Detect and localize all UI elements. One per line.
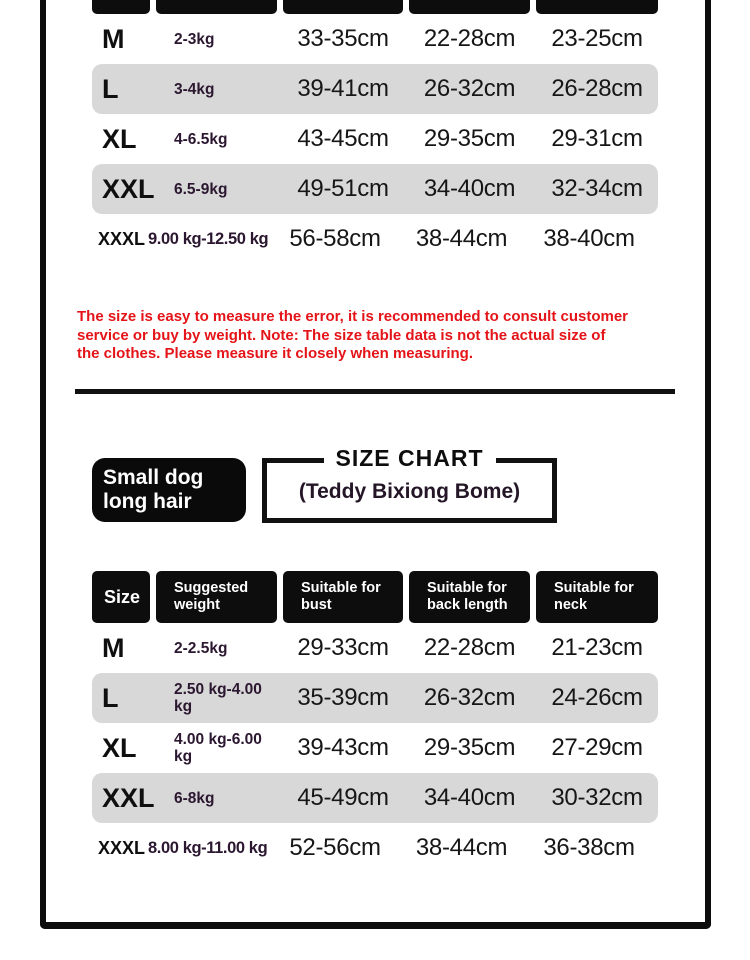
size-cell: XL: [102, 123, 137, 154]
weight-cell: 2-2.5kg: [174, 639, 228, 657]
size-chart-title: SIZE CHART: [324, 445, 496, 471]
bust-cell: 45-49cm: [297, 784, 389, 811]
header-cell: [409, 0, 530, 14]
neck-cell: 29-31cm: [551, 125, 643, 152]
size-cell: L: [102, 682, 119, 713]
size-cell: XXL: [102, 782, 155, 813]
weight-cell: 2.50 kg-4.00 kg: [174, 681, 262, 715]
back-length-cell: 26-32cm: [423, 75, 516, 102]
back-length-cell: 22-28cm: [423, 25, 516, 52]
neck-cell: 23-25cm: [551, 25, 643, 52]
header-cell-size: Size: [92, 571, 150, 623]
bust-cell: 35-39cm: [297, 684, 389, 711]
size-table-top: [92, 0, 658, 264]
header-cell-bust: Suitable for bust: [283, 571, 403, 623]
table-row: [92, 14, 658, 64]
neck-cell: 26-28cm: [551, 75, 643, 102]
weight-cell: 6-8kg: [174, 789, 215, 807]
measurement-note-line: service or buy by weight. Note: The size table data is not the actual size of: [77, 326, 606, 344]
header-cell: [92, 0, 150, 14]
header-cell-back-length: Suitable for back length: [409, 571, 530, 623]
weight-cell: 4.00 kg-6.00 kg: [174, 731, 262, 765]
weight-cell: 9.00 kg-12.50 kg: [148, 229, 269, 248]
neck-cell: 30-32cm: [551, 784, 643, 811]
bust-cell: 56-58cm: [289, 225, 381, 252]
dog-type-tag: [92, 458, 246, 522]
table-row: [92, 164, 658, 214]
table-row: [92, 723, 658, 773]
header-cell-weight: Suggested weight: [156, 571, 277, 623]
table-row: [92, 114, 658, 164]
back-length-cell: 38-44cm: [415, 225, 508, 252]
measurement-note-line: The size is easy to measure the error, it is recommended to consult customer: [77, 308, 629, 325]
table-row: [92, 64, 658, 114]
header-cell: [283, 0, 403, 14]
size-cell: XXXL: [98, 837, 146, 858]
back-length-cell: 29-35cm: [423, 125, 516, 152]
neck-cell: 27-29cm: [551, 734, 643, 761]
section-divider: [75, 389, 675, 394]
size-cell: M: [102, 23, 125, 54]
header-cell-neck: Suitable for neck: [536, 571, 658, 623]
weight-cell: 4-6.5kg: [174, 130, 228, 148]
dog-type-tag-line: long hair: [103, 490, 192, 513]
measurement-note-line: the clothes. Please measure it closely when measuring.: [77, 345, 473, 363]
size-cell: XXXL: [98, 228, 146, 249]
bust-cell: 33-35cm: [297, 25, 389, 52]
breed-label: (Teddy Bixiong Bome): [298, 480, 521, 503]
weight-cell: 2-3kg: [174, 30, 215, 48]
size-table-bottom: [92, 571, 658, 873]
bust-cell: 43-45cm: [297, 125, 389, 152]
table-row: [92, 214, 658, 264]
bust-cell: 39-43cm: [297, 734, 389, 761]
back-length-cell: 26-32cm: [423, 684, 516, 711]
table-row: [92, 673, 658, 723]
size-cell: XL: [102, 732, 137, 763]
weight-cell: 3-4kg: [174, 80, 215, 98]
back-length-cell: 22-28cm: [423, 634, 516, 661]
bust-cell: 49-51cm: [297, 175, 389, 202]
table-row: [92, 773, 658, 823]
bust-cell: 39-41cm: [297, 75, 389, 102]
bust-cell: 29-33cm: [297, 634, 389, 661]
size-cell: XXL: [102, 173, 155, 204]
back-length-cell: 29-35cm: [423, 734, 516, 761]
neck-cell: 32-34cm: [551, 175, 643, 202]
back-length-cell: 38-44cm: [415, 834, 508, 861]
size-chart-title-wrap: [262, 445, 557, 471]
bust-cell: 52-56cm: [289, 834, 381, 861]
table-header-row: [92, 571, 658, 623]
neck-cell: 38-40cm: [543, 225, 635, 252]
weight-cell: 8.00 kg-11.00 kg: [148, 838, 268, 857]
neck-cell: 21-23cm: [551, 634, 643, 661]
table-row: [92, 623, 658, 673]
dog-type-tag-line: Small dog: [103, 466, 204, 489]
back-length-cell: 34-40cm: [423, 784, 516, 811]
table-row: [92, 823, 658, 873]
neck-cell: 36-38cm: [543, 834, 635, 861]
back-length-cell: 34-40cm: [423, 175, 516, 202]
table-header-row: [92, 0, 658, 14]
measurement-note: [77, 308, 628, 364]
neck-cell: 24-26cm: [551, 684, 643, 711]
header-cell: [156, 0, 277, 14]
size-cell: L: [102, 73, 119, 104]
weight-cell: 6.5-9kg: [174, 180, 228, 198]
header-cell: [536, 0, 658, 14]
size-cell: M: [102, 632, 125, 663]
